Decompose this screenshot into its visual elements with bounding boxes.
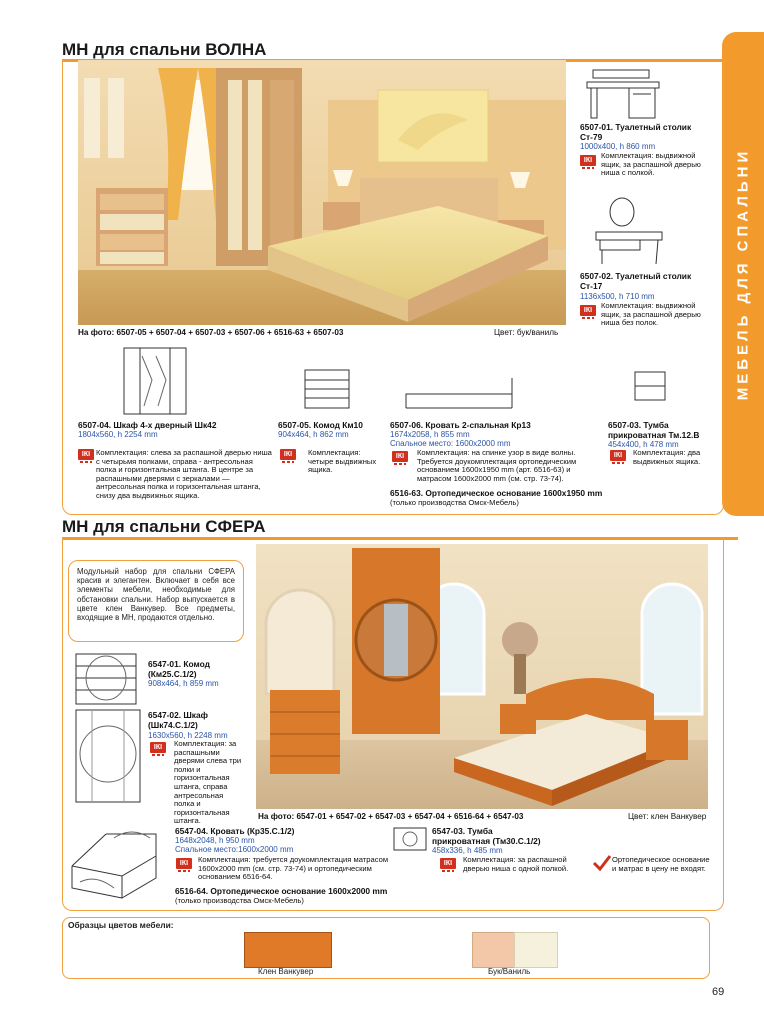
product-image-wardrobe-74 xyxy=(72,706,148,811)
photo-color-volna: Цвет: бук/ваниль xyxy=(494,328,559,337)
product-note: Комплектация: слева за распашной дверью ниша с четырьмя полками, справа - антресольная полка и горизонтальная штанга. В центре за распашными дверями с зеркалами — антресольная полка и горизонтальная штанга, снизу два выдвижных ящика. xyxy=(96,448,272,500)
product-image-bed-13 xyxy=(402,374,520,419)
kit-icon: ІКІ xyxy=(440,858,456,869)
kit-icon: ІКІ xyxy=(392,451,408,462)
product-image-nightstand-30 xyxy=(392,826,430,859)
photo-caption-sfera: На фото: 6547-01 + 6547-02 + 6547-03 + 6547-04 + 6516-64 + 6547-03 xyxy=(258,812,524,821)
product-note: (только производства Омск-Мебель) xyxy=(175,896,304,905)
product-dims: 1804x560, h 2254 mm xyxy=(78,430,158,439)
product-note: Комплектация: на спинке узор в виде волны. Требуется доукомплектация ортопедическим основанием 1600x1950 mm (арт. 6516-63) и матрасом 1600x2000 mm (см. стр. 73-74). xyxy=(417,448,577,483)
section-title-sfera: МН для спальни СФЕРА xyxy=(62,517,266,536)
category-label: МЕБЕЛЬ ДЛЯ СПАЛЬНИ xyxy=(734,147,752,401)
product-note: Комплектация: выдвижной ящик, за распашной дверью ниша без полок. xyxy=(601,301,701,328)
page-number: 69 xyxy=(712,986,725,998)
swatch-vanilla xyxy=(514,932,558,968)
product-dims: 1674x2058, h 855 mm xyxy=(390,430,470,439)
product-sleeping-area: Спальное место: 1600x2000 mm xyxy=(390,439,511,448)
product-code: 6547-03. Тумба прикроватная (Тм30.С.1/2) xyxy=(432,826,541,846)
section-title-volna: МН для спальни ВОЛНА xyxy=(62,40,267,59)
product-dims: 454x400, h 478 mm xyxy=(608,440,679,449)
product-dims: 1648x2048, h 950 mm xyxy=(175,836,255,845)
product-code: 6507-04. Шкаф 4-х дверный Шк42 xyxy=(78,420,217,430)
product-image-bed-35 xyxy=(66,826,166,907)
bedroom-photo-sfera xyxy=(256,544,708,809)
product-note: Комплектация: выдвижной ящик, за распашной дверью ниша с полкой. xyxy=(601,151,701,178)
kit-icon: ІКІ xyxy=(176,858,192,869)
product-note: Комплектация: за распашными дверями слева три полки и горизонтальная штанга, справа антресольная полка и горизонтальная штанга. xyxy=(174,739,242,826)
check-note: Ортопедическое основание и матрас в цену не входят. xyxy=(612,855,710,873)
swatch-label: Бук/Ваниль xyxy=(488,967,531,976)
product-dims: 458x336, h 485 mm xyxy=(432,846,503,855)
swatch-beech xyxy=(472,932,516,968)
product-code: 6507-05. Комод Км10 xyxy=(278,420,363,430)
swatch-label: Клен Ванкувер xyxy=(258,967,314,976)
product-code: 6547-01. Комод (Км25.С.1/2) xyxy=(148,659,210,679)
kit-icon: ІКІ xyxy=(280,449,296,460)
checkmark-icon xyxy=(592,854,612,877)
product-dims: 1630x560, h 2248 mm xyxy=(148,731,228,740)
photo-caption-volna: На фото: 6507-05 + 6507-04 + 6507-03 + 6507-06 + 6516-63 + 6507-03 xyxy=(78,328,344,337)
kit-icon: ІКІ xyxy=(78,449,94,460)
product-code: 6516-63. Ортопедическое основание 1600x1950 mm xyxy=(390,488,603,498)
product-dims: 1136x500, h 710 mm xyxy=(580,292,655,301)
product-code: 6507-02. Туалетный столик Ст-17 xyxy=(580,271,692,291)
product-note: Комплектация: два выдвижных ящика. xyxy=(633,448,701,466)
bedroom-photo-volna xyxy=(78,60,566,325)
product-dims: 904x464, h 862 mm xyxy=(278,430,349,439)
product-code: 6507-01. Туалетный столик Ст-79 xyxy=(580,122,692,142)
product-code: 6547-04. Кровать (Кр35.С.1/2) xyxy=(175,826,295,836)
category-sidebar xyxy=(722,32,764,516)
product-image-wardrobe-42 xyxy=(122,346,192,423)
product-note: Комплектация: четыре выдвижных ящика. xyxy=(308,448,377,475)
photo-color-sfera: Цвет: клен Ванкувер xyxy=(628,812,707,821)
product-image-dressing-table-17 xyxy=(590,196,670,271)
product-note: (только производства Омск-Мебель) xyxy=(390,498,519,507)
intro-text: Модульный набор для спальни СФЕРА красив и элегантен. Включает в себя все элементы мебели, необходимые для обстановки спальни. Набор выпускается в цвете клен Ванкувер. Все предметы, входящие в МН, продаются отдельно. xyxy=(68,560,244,642)
kit-icon: ІКІ xyxy=(580,155,596,166)
product-image-commode-25 xyxy=(74,652,140,713)
product-dims: 1000x400, h 860 mm xyxy=(580,142,656,151)
product-sleeping-area: Спальное место:1600x2000 mm xyxy=(175,845,294,854)
product-note: Комплектация: требуется доукомплектация матрасом 1600x2000 mm (см. стр. 73-74) и ортопедическим основанием 6516-64. xyxy=(198,855,389,882)
swatch-klen-vancouver xyxy=(244,932,332,968)
product-code: 6507-06. Кровать 2-спальная Кр13 xyxy=(390,420,531,430)
kit-icon: ІКІ xyxy=(610,450,626,461)
kit-icon: ІКІ xyxy=(580,305,596,316)
product-image-commode-10 xyxy=(303,368,353,417)
product-image-dressing-table-79 xyxy=(583,62,663,127)
product-code: 6507-03. Тумба прикроватная Тм.12.В xyxy=(608,420,700,440)
product-code: 6547-02. Шкаф (Шк74.С.1/2) xyxy=(148,710,208,730)
product-image-nightstand-12 xyxy=(633,370,669,411)
product-code: 6516-64. Ортопедическое основание 1600x2000 mm xyxy=(175,886,388,896)
kit-icon: ІКІ xyxy=(150,742,166,753)
product-dims: 908x464, h 859 mm xyxy=(148,679,219,688)
product-note: Комплектация: за распашной дверью ниша с одной полкой. xyxy=(463,855,569,873)
swatches-title: Образцы цветов мебели: xyxy=(68,920,174,930)
